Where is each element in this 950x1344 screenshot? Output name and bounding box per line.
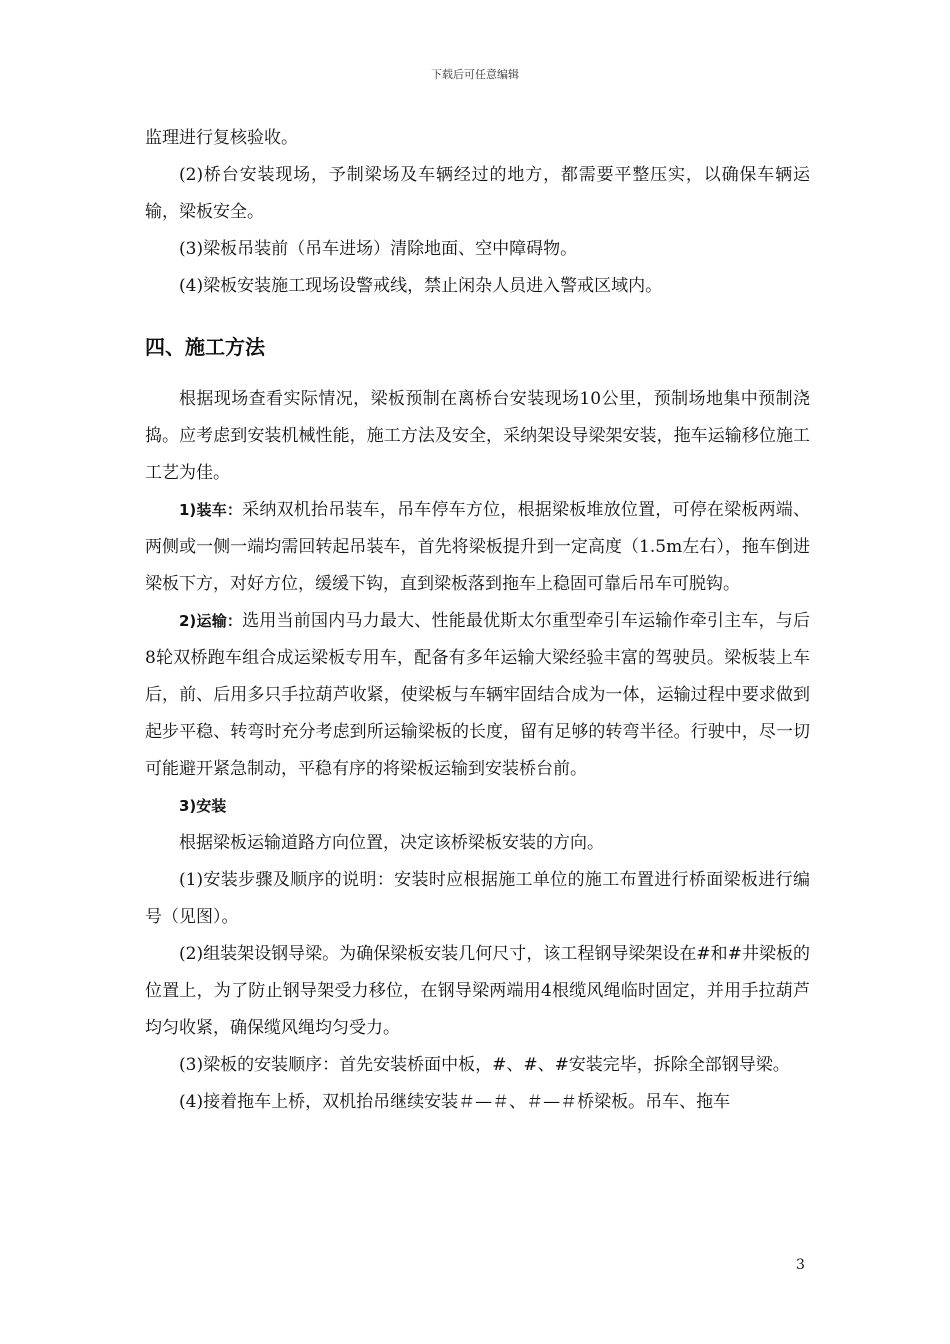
item-label: 1)装车： <box>179 501 243 519</box>
paragraph: (2)桥台安装现场，予制梁场及车辆经过的地方，都需要平整压实，以确保车辆运输，梁板安全。 <box>145 165 810 222</box>
item-label: 3)安装 <box>179 797 227 815</box>
item-text: 选用当前国内马力最大、性能最优斯太尔重型牵引车运输作牵引主车，与后8轮双桥跑车组合成运梁板专用车，配备有多年运输大梁经验丰富的驾驶员。梁板装上车后，前、后用多只手拉葫芦收紧，使梁板与车辆牢固结合成为一体，运输过程中要求做到起步平稳、转弯时充分考虑到所运输梁板的长度，留有足够的转弯半径。行驶中，尽一切可能避开紧急制动，平稳有序的将梁板运输到安装桥台前。 <box>145 611 811 779</box>
step-paragraph: (1)安装步骤及顺序的说明：安装时应根据施工单位的施工布置进行桥面梁板进行编号（见图）。 <box>145 870 810 927</box>
item-label: 2)运输： <box>179 612 243 630</box>
paragraph: 监理进行复核验收。 <box>145 128 298 148</box>
section-heading: 四、施工方法 <box>145 335 265 359</box>
page-header: 下载后可任意编辑 <box>431 68 519 81</box>
item-install <box>145 788 810 825</box>
step-paragraph: (4)接着拖车上桥，双机抬吊继续安装＃—＃、＃—＃桥梁板。吊车、拖车 <box>179 1092 731 1112</box>
step-paragraph: (2)组装架设钢导梁。为确保梁板安装几何尺寸，该工程钢导梁架设在#和#井梁板的位置上，为了防止钢导架受力移位，在钢导梁两端用4根缆风绳临时固定，并用手拉葫芦均匀收紧，确保缆风绳均匀受力。 <box>145 944 810 1038</box>
document-body <box>145 120 810 1121</box>
item-transport <box>145 603 810 788</box>
page-number: 3 <box>796 1257 805 1273</box>
paragraph: (4)梁板安装施工现场设警戒线，禁止闲杂人员进入警戒区域内。 <box>179 276 663 296</box>
section-intro: 根据现场查看实际情况，梁板预制在离桥台安装现场10公里，预制场地集中预制浇捣。应考虑到安装机械性能，施工方法及安全，采纳架设导梁架安装，拖车运输移位施工工艺为佳。 <box>145 389 810 483</box>
paragraph: 根据梁板运输道路方向位置，决定该桥梁板安装的方向。 <box>179 833 604 853</box>
item-loading <box>145 492 810 603</box>
paragraph: (3)梁板吊装前（吊车进场）清除地面、空中障碍物。 <box>179 239 578 259</box>
item-text: 采纳双机抬吊装车，吊车停车方位，根据梁板堆放位置，可停在梁板两端、两侧或一侧一端均需回转起吊装车，首先将梁板提升到一定高度（1.5m左右），拖车倒进梁板下方，对好方位，缓缓下钩，直到梁板落到拖车上稳固可靠后吊车可脱钩。 <box>145 500 811 594</box>
step-paragraph: (3)梁板的安装顺序：首先安装桥面中板，#、#、#安装完毕，拆除全部钢导梁。 <box>179 1055 790 1075</box>
